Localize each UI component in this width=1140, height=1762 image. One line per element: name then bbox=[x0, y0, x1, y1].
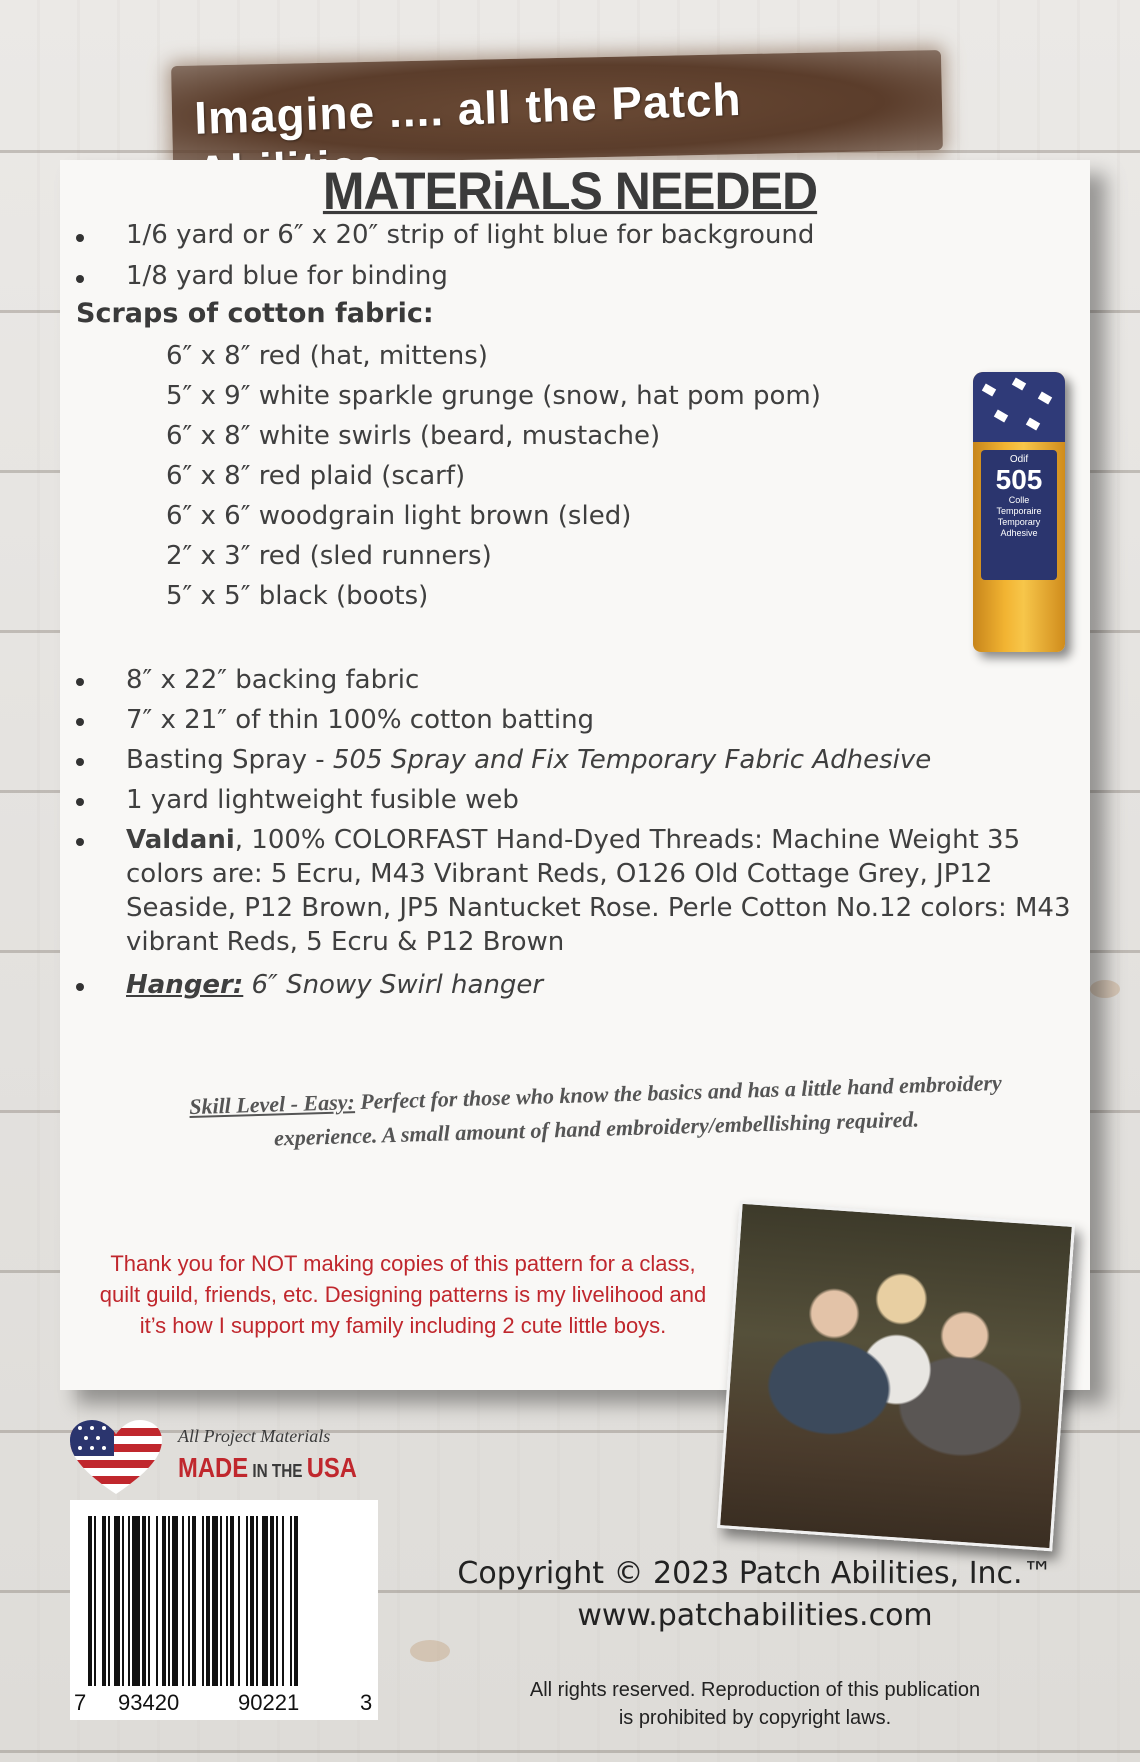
barcode-digit: 93420 bbox=[118, 1690, 180, 1715]
thread-line: colors are: 5 Ecru, M43 Vibrant Reds, O126 Old Cottage Grey, JP12 bbox=[126, 859, 993, 889]
rights-reserved-text: All rights reserved. Reproduction of this publication bbox=[529, 1679, 981, 1701]
barcode bbox=[70, 1500, 378, 1720]
spray-can-label bbox=[981, 450, 1057, 580]
scrap-item: 6″ x 6″ woodgrain light brown (sled) bbox=[166, 501, 632, 531]
wood-knot bbox=[1090, 980, 1120, 998]
scrap-item: 6″ x 8″ white swirls (beard, mustache) bbox=[166, 421, 661, 451]
page-title: MATERiALS NEEDED bbox=[322, 161, 818, 221]
bullet-dot bbox=[76, 275, 84, 283]
barcode-digits bbox=[74, 1690, 374, 1714]
thread-brand: Valdani bbox=[126, 825, 235, 855]
bullet-dot bbox=[76, 678, 84, 686]
barcode-digit: 90221 bbox=[238, 1690, 300, 1715]
website-link[interactable]: www.patchabilities.com bbox=[577, 1598, 933, 1633]
material-batting: 7″ x 21″ of thin 100% cotton batting bbox=[126, 705, 595, 735]
spray-can-text: Adhesive bbox=[1000, 528, 1038, 538]
banner-title: Imagine .... all the Patch bbox=[193, 72, 743, 144]
bullet-dot bbox=[76, 234, 84, 242]
bullet-dot bbox=[76, 798, 84, 806]
spray-can-text: Temporaire bbox=[996, 506, 1042, 516]
material-binding: 1/8 yard blue for binding bbox=[126, 261, 448, 291]
thread-line: , 100% COLORFAST Hand-Dyed Threads: Machine Weight 35 bbox=[234, 825, 1021, 855]
made-word: MADE bbox=[178, 1452, 249, 1483]
copyright-request-note: Thank you for NOT making copies of this pattern for a class, quilt guild, friends, etc. Designing patterns is my livelihood and it’s how I support my family including 2 cute little boys. bbox=[99, 1251, 707, 1338]
spray-can-text: Temporary bbox=[997, 517, 1041, 527]
spray-can-cap bbox=[973, 372, 1065, 442]
made-in-usa-label bbox=[178, 1452, 357, 1484]
bullet-dot bbox=[76, 983, 84, 991]
usa-word: USA bbox=[306, 1452, 358, 1483]
material-background: 1/6 yard or 6″ x 20″ strip of light blue for background bbox=[126, 220, 815, 250]
usa-caption: All Project Materials bbox=[178, 1426, 331, 1446]
in-the-words: IN THE bbox=[248, 1461, 307, 1481]
spray-can-number: 505 bbox=[995, 464, 1043, 495]
spray-label: Basting Spray - bbox=[126, 745, 333, 775]
usa-flag-heart-icon bbox=[70, 1420, 162, 1496]
material-hanger bbox=[126, 970, 543, 1000]
spray-can-brand: Odif bbox=[1009, 454, 1029, 465]
thread-line: vibrant Reds, 5 Ecru & P12 Brown bbox=[126, 927, 565, 957]
hanger-label: Hanger: bbox=[126, 970, 244, 1000]
material-threads bbox=[126, 825, 1020, 855]
hanger-value: 6″ Snowy Swirl hanger bbox=[243, 970, 544, 1000]
material-backing: 8″ x 22″ backing fabric bbox=[126, 665, 420, 695]
scrap-item: 5″ x 5″ black (boots) bbox=[166, 581, 429, 611]
bullet-dot bbox=[76, 718, 84, 726]
barcode-digit: 3 bbox=[360, 1690, 373, 1715]
scrap-item: 5″ x 9″ white sparkle grunge (snow, hat pom pom) bbox=[166, 381, 821, 411]
material-basting-spray bbox=[126, 745, 931, 775]
skill-level-text: Perfect for those who know the basics and has a little hand embroidery experience. A small amount of hand embroidery/embellishing required. bbox=[273, 1069, 1003, 1151]
scrap-item: 6″ x 8″ red (hat, mittens) bbox=[166, 341, 488, 371]
scrap-item: 6″ x 8″ red plaid (scarf) bbox=[166, 461, 466, 491]
spray-can-image bbox=[973, 372, 1065, 652]
thread-line: Seaside, P12 Brown, JP5 Nantucket Rose. Perle Cotton No.12 colors: M43 bbox=[126, 893, 1071, 923]
scraps-heading: Scraps of cotton fabric: bbox=[76, 298, 434, 329]
rights-reserved-text: is prohibited by copyright laws. bbox=[618, 1707, 892, 1729]
material-fusible-web: 1 yard lightweight fusible web bbox=[126, 785, 519, 815]
bullet-dot bbox=[76, 838, 84, 846]
spray-product: 505 Spray and Fix Temporary Fabric Adhesive bbox=[332, 745, 932, 775]
wood-knot bbox=[410, 1640, 450, 1662]
copyright-line: Copyright © 2023 Patch Abilities, Inc.™ bbox=[457, 1556, 1053, 1591]
family-photo bbox=[717, 1201, 1075, 1552]
bullet-dot bbox=[76, 758, 84, 766]
spray-can-text: Colle bbox=[1008, 495, 1030, 505]
barcode-digit: 7 bbox=[74, 1690, 87, 1715]
scrap-item: 2″ x 3″ red (sled runners) bbox=[166, 541, 492, 571]
skill-level-label: Skill Level - Easy: bbox=[188, 1089, 356, 1120]
barcode-bars bbox=[88, 1516, 360, 1686]
